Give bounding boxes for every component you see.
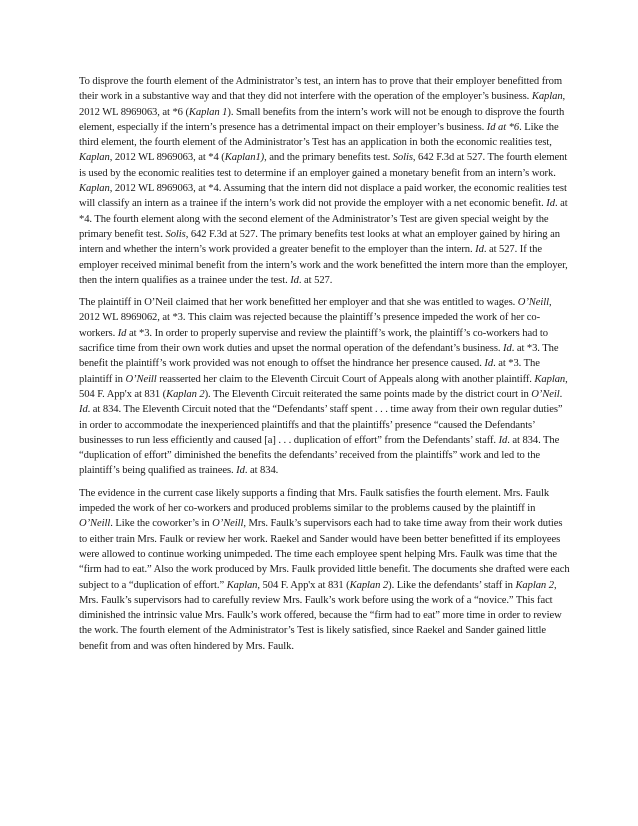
italic-citation: Kaplan 2: [166, 388, 205, 400]
italic-citation: Id: [498, 434, 508, 446]
text-run: ). Small benefits from the intern’s work will not be enough to disprove the fourth element, especially if the intern’s presence has a detrimental impact on their employer’s business.: [79, 106, 565, 133]
text-run: ). Like the defendants’ staff in: [388, 579, 516, 591]
italic-citation: Kaplan: [79, 152, 110, 164]
italic-citation: Kaplan 2: [349, 579, 389, 591]
text-run: , 2012 WL 8969063, at *6 (: [79, 91, 566, 118]
italic-citation: Id: [475, 244, 484, 256]
text-run: . Like the third element, the fourth element of the Administrator’s Test has an application in both the economic realities test,: [79, 121, 559, 149]
paragraph-oneil-case: [79, 295, 571, 479]
italic-citation: O’Neill: [125, 373, 157, 385]
italic-citation: Id: [236, 465, 245, 477]
italic-citation: Id: [546, 198, 555, 210]
text-run: , 642 F.3d at 527. The fourth element is used by the economic realities test to determine if an employer gained a monetary benefit from an intern’s work.: [79, 152, 568, 179]
text-run: , Mrs. Faulk’s supervisors had to carefully review Mrs. Faulk’s work before using the work of a “novice.” This fact diminished the intrinsic value Mrs. Faulk’s work offered, because the “firm had to eat” more time in order to review the work. The fourth element of the Administrator’s Test is likely satisfied, since Raekel and Sander gained little benefit from and was often hindered by Mrs. Faulk.: [79, 579, 562, 652]
italic-citation: Kaplan: [531, 91, 563, 103]
text-run: .: [559, 388, 563, 400]
text-run: The evidence in the current case likely supports a finding that Mrs. Faulk satisfies the fourth element. Mrs. Faulk impeded the work of her co-workers and produced problems similar to the problems caused by the plaintiff in: [79, 487, 550, 515]
text-run: reasserted her claim to the Eleventh Circuit Court of Appeals along with another plaintiff.: [156, 373, 535, 385]
text-run: . at *3. The benefit the plaintiff’s work provided was not enough to offset the hindrance her presence caused.: [79, 343, 559, 370]
italic-citation: O’Neill: [212, 518, 244, 530]
text-run: . at *4. The fourth element along with the second element of the Administrator’s Test are given special weight by the primary benefit test.: [79, 198, 568, 240]
italic-citation: Id at *6: [486, 121, 520, 133]
italic-citation: O’Neill: [517, 297, 549, 309]
text-run: , 504 F. App'x at 831 (: [257, 579, 350, 591]
document-body: [79, 74, 571, 661]
italic-citation: Solis: [392, 152, 413, 164]
italic-citation: O’Neill: [79, 518, 111, 530]
text-run: , and the primary benefits test.: [264, 152, 393, 164]
italic-citation: Id: [484, 358, 494, 370]
text-run: . at 834. The “duplication of effort” diminished the benefits the defendants’ received from the plaintiffs” work and led to the plaintiff’s being qualified as trainees.: [79, 434, 560, 477]
italic-citation: Kaplan: [79, 183, 110, 195]
paragraph-fourth-element-overview: [79, 74, 571, 288]
text-run: . at 527.: [298, 274, 333, 286]
italic-citation: Kaplan 2: [515, 579, 554, 591]
text-run: , 2012 WL 8969063, at *4. Assuming that the intern did not displace a paid worker, the economic realities test will classify an intern as a trainee if the intern’s work did not provide the employer with a net economic benefit.: [79, 183, 567, 210]
italic-citation: Kaplan1): [224, 152, 265, 164]
italic-citation: Kaplan: [226, 579, 258, 591]
text-run: , 504 F. App'x at 831 (: [79, 373, 568, 400]
italic-citation: Id: [503, 343, 512, 355]
text-run: . at 834.: [244, 465, 279, 477]
text-run: , 642 F.3d at 527. The primary benefits test looks at what an employer gained by hiring an intern and whether the intern’s work provided a greater benefit to the employer than the intern.: [79, 228, 560, 256]
italic-citation: Solis: [165, 228, 186, 240]
text-run: . at 527. If the employer received minimal benefit from the intern’s work and the work benefitted the intern more than the employer, then the intern qualifies as a trainee under the test.: [79, 244, 568, 286]
text-run: , 2012 WL 8969063, at *4 (: [109, 152, 225, 164]
text-run: . Like the coworker’s in: [110, 518, 213, 530]
text-run: To disprove the fourth element of the Administrator’s test, an intern has to prove that their employer benefitted from their work in a substantive way and that they did not interfere with the operation of the employer’s business.: [79, 76, 562, 103]
text-run: , Mrs. Faulk’s supervisors each had to take time away from their work duties to either train Mrs. Faulk or review her work. Raekel and Sander would have been better benefitted if its employees were allowed to continue working unimpeded. The time each employee spent helping Mrs. Faulk was time that the “firm had to eat.” Also the work produced by Mrs. Faulk provided little benefit. The documents she drafted were each subject to a “duplication of effort.”: [79, 518, 570, 591]
text-run: at *3. In order to properly supervise and review the plaintiff’s work, the plaintiff’s co-workers had to sacrifice time from their own work duties and upset the normal operation of the defendant’s business.: [79, 327, 548, 355]
text-run: ). The Eleventh Circuit reiterated the same points made by the district court in: [204, 388, 532, 400]
italic-citation: Id: [290, 274, 299, 286]
italic-citation: Id: [117, 327, 127, 339]
italic-citation: Id: [79, 404, 88, 416]
text-run: , 2012 WL 8969062, at *3. This claim was rejected because the plaintiff’s presence impeded the work of her co-workers.: [79, 297, 552, 339]
italic-citation: O’Neil: [531, 388, 560, 400]
text-run: . at *3. The plaintiff in: [79, 358, 540, 385]
text-run: The plaintiff in O’Neil claimed that her work benefitted her employer and that she was entitled to wages.: [79, 297, 518, 309]
italic-citation: Kaplan 1: [188, 106, 228, 118]
italic-citation: Kaplan: [534, 373, 566, 385]
text-run: . at 834. The Eleventh Circuit noted that the “Defendants’ staff spent . . . time away from their own regular duties” in order to accommodate the inexperienced plaintiffs and that the plaintiffs’ presence “caused the Defendants’ businesses to run less efficiently and caused [a] . . . duplication of effort” from the Defendants’ staff.: [79, 404, 563, 446]
paragraph-faulk-analysis: [79, 486, 571, 654]
